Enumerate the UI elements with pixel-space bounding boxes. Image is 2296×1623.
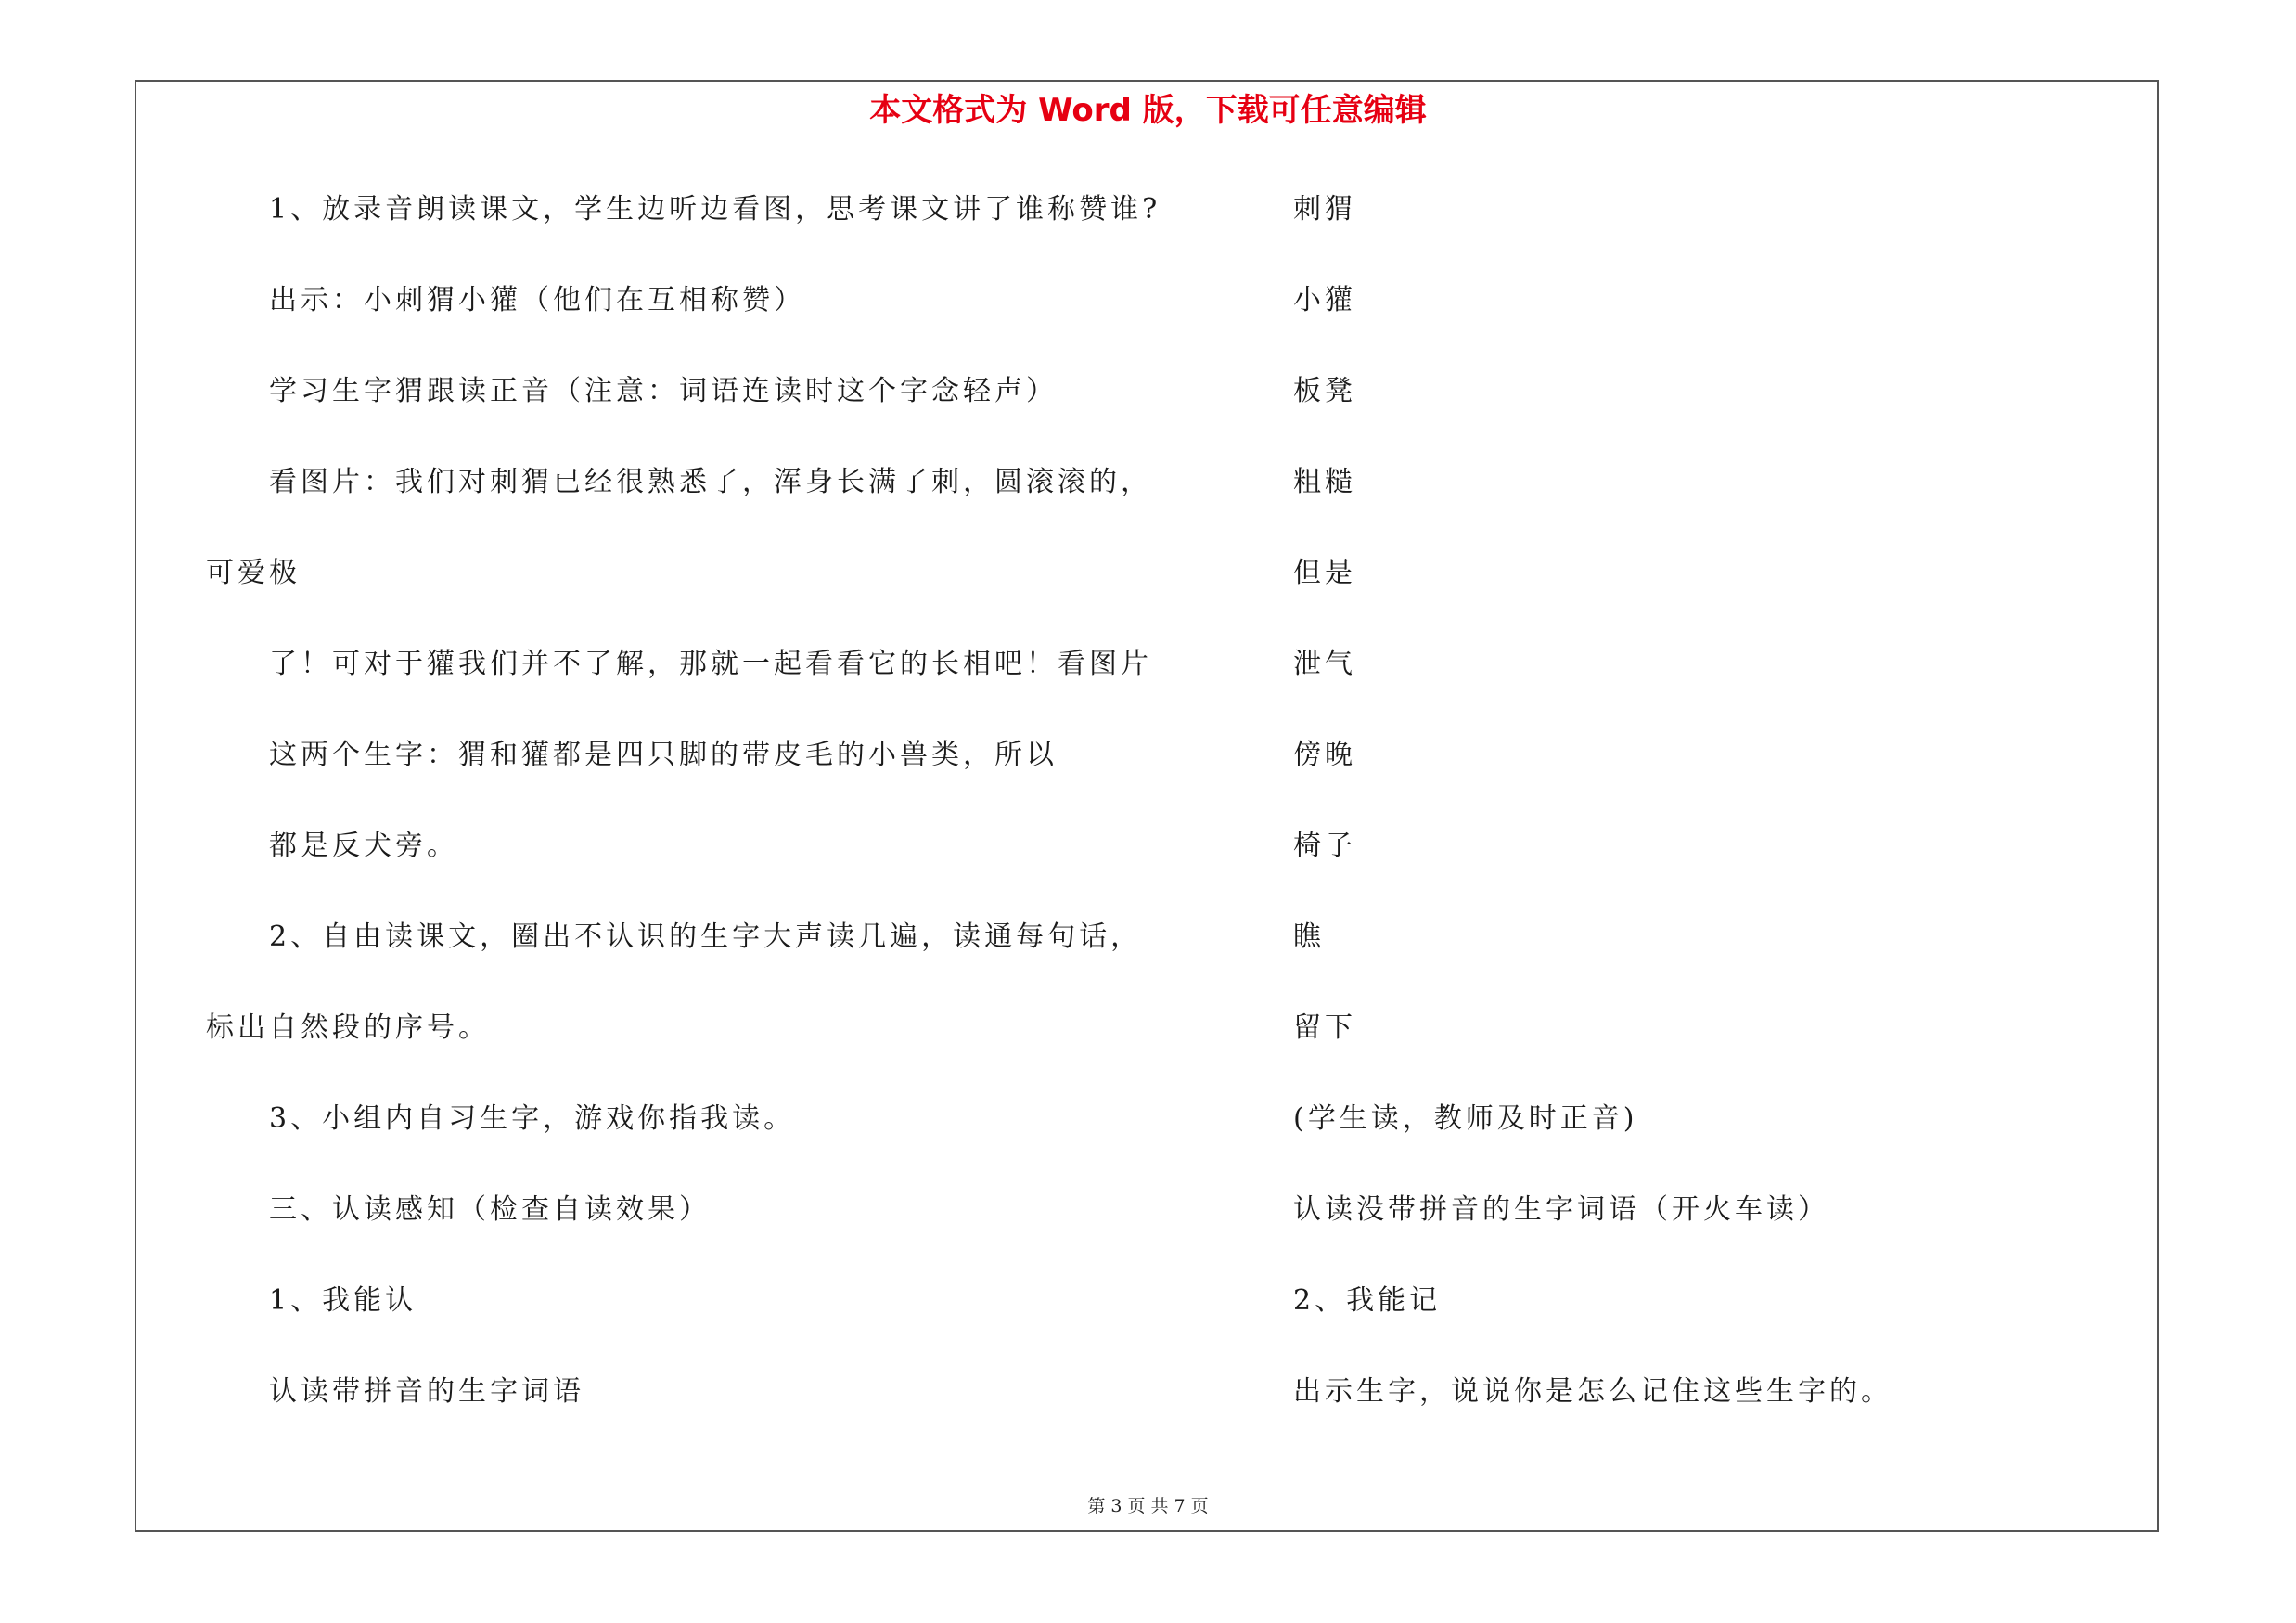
right-line-4: 粗糙 (1293, 466, 1356, 498)
left-line-10: 标出自然段的序号。 (206, 1011, 490, 1044)
left-line-5: 可爱极 (206, 557, 301, 589)
right-line-7: 傍晚 (1293, 739, 1356, 771)
right-line-14: 出示生字，说说你是怎么记住这些生字的。 (1293, 1375, 1892, 1408)
left-line-8: 都是反犬旁。 (269, 830, 458, 862)
right-line-12: 认读没带拼音的生字词语（开火车读） (1293, 1193, 1829, 1226)
right-line-1: 刺猬 (1293, 193, 1356, 225)
left-line-1: 1、放录音朗读课文，学生边听边看图，思考课文讲了谁称赞谁? (269, 193, 1161, 225)
left-line-4: 看图片：我们对刺猬已经很熟悉了，浑身长满了刺，圆滚滚的， (269, 466, 1152, 498)
left-line-13: 1、我能认 (269, 1284, 417, 1317)
header-banner: 本文格式为 Word 版，下载可任意编辑 (869, 92, 1427, 129)
left-line-12: 三、认读感知（检查自读效果） (269, 1193, 711, 1226)
right-line-3: 板凳 (1293, 375, 1356, 407)
left-line-11: 3、小组内自习生字，游戏你指我读。 (269, 1102, 796, 1135)
left-line-7: 这两个生字：猬和獾都是四只脚的带皮毛的小兽类，所以 (269, 739, 1058, 771)
right-line-10: 留下 (1293, 1011, 1356, 1044)
left-line-14: 认读带拼音的生字词语 (269, 1375, 584, 1408)
right-line-6: 泄气 (1293, 648, 1356, 680)
left-line-6: 了！可对于獾我们并不了解，那就一起看看它的长相吧！看图片 (269, 648, 1152, 680)
right-line-13: 2、我能记 (1293, 1284, 1442, 1317)
right-line-9: 瞧 (1293, 921, 1325, 953)
left-line-2: 出示：小刺猬小獾（他们在互相称赞） (269, 284, 805, 316)
right-line-11: (学生读，教师及时正音) (1293, 1102, 1638, 1135)
right-line-8: 椅子 (1293, 830, 1356, 862)
right-line-5: 但是 (1293, 557, 1356, 589)
left-line-9: 2、自由读课文，圈出不认识的生字大声读几遍，读通每句话， (269, 921, 1143, 953)
left-line-3: 学习生字猬跟读正音（注意：词语连读时这个字念轻声） (269, 375, 1058, 407)
page-number-footer: 第 3 页 共 7 页 (1087, 1496, 1209, 1516)
right-line-2: 小獾 (1293, 284, 1356, 316)
